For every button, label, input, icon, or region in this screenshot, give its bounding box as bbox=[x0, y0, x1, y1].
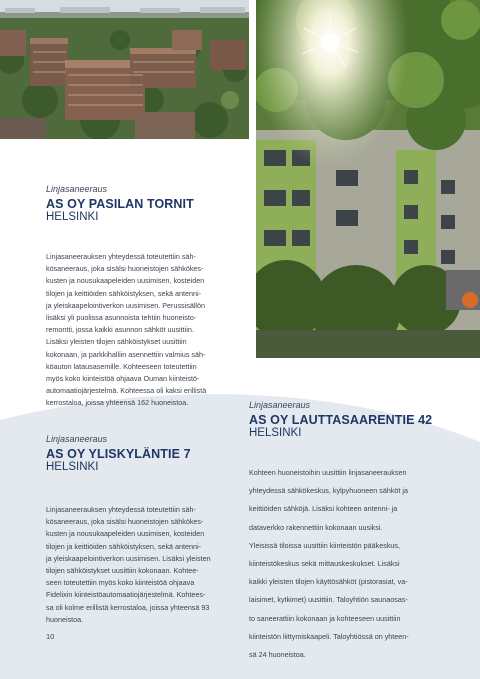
body-line: kerrostaloa, joissa yhteensä 162 huoneistoa. bbox=[46, 398, 189, 408]
body-line: tilojen ja keittiöiden sähköistyksen, sekä antenni- bbox=[46, 541, 202, 551]
body-paragraph bbox=[249, 467, 441, 534]
body-line: sa oli kolme erillistä kerrostaloa, joissa yhteensä 93 bbox=[46, 602, 210, 612]
body-line: Fidelixin kiinteistöautomaatiojärjestelmä. Kohtees- bbox=[46, 590, 206, 600]
body-line: keittiöiden sähköjä. Lisäksi kohteen antenni- ja bbox=[249, 504, 398, 514]
body-line: tilojen sähköistykset uusittiin kokonaan. Kohtee- bbox=[46, 566, 199, 576]
body-line: kaikki yleisten tilojen käyttösähköt (pistorasiat, va- bbox=[249, 577, 408, 587]
body-line: kokonaan, ja parkkihalliin asennettiin valmius säh- bbox=[46, 349, 206, 359]
body-line: lisäksi yli puolissa asunnoista tehtiin huoneisto- bbox=[46, 313, 197, 323]
article-body bbox=[46, 251, 246, 410]
article-lauttasaarentie bbox=[249, 399, 441, 661]
body-line: to saneerattiin kokonaan ja kohteeseen uusittiin bbox=[249, 613, 401, 623]
article-kicker: Linjasaneeraus bbox=[46, 184, 108, 194]
body-line: Yleisissä tiloissa uusittiin kiinteistön pääkeskus, bbox=[249, 540, 401, 550]
article-pasilan-tornit bbox=[46, 183, 246, 410]
article-city: HELSINKI bbox=[249, 427, 302, 439]
building-tree-photo bbox=[256, 0, 480, 358]
body-line: kösaneeraus, joka sisälsi huoneistojen sähkökes- bbox=[46, 264, 204, 274]
body-line: ja yleiskaapelointiverkon uusimisen. Lisäksi yleisten bbox=[46, 553, 211, 563]
body-line: ja yleiskaapelointiverkon uusimisen. Perussisällön bbox=[46, 300, 206, 310]
body-line: yhteydessä sähkökeskus, kylpyhuoneen sähköt ja bbox=[249, 486, 409, 496]
body-line: sä 24 huoneistoa. bbox=[249, 650, 306, 660]
article-city: HELSINKI bbox=[46, 461, 99, 473]
article-title: AS OY YLISKYLÄNTIE 7 bbox=[46, 447, 191, 461]
aerial-photo bbox=[0, 0, 249, 139]
body-line: kösaneeraus, joka sisälsi huoneistojen sähkökes- bbox=[46, 517, 204, 527]
article-kicker: Linjasaneeraus bbox=[46, 434, 108, 444]
body-line: laisimet, kytkimet) uusittiin. Taloyhtiön saunaosas- bbox=[249, 595, 408, 605]
body-line: myös koko kiinteistöä ohjaava Ouman kiinteistö- bbox=[46, 374, 200, 384]
body-line: Kohteen huoneistoihin uusittiin linjasaneerauksen bbox=[249, 468, 407, 477]
article-yliskylantie bbox=[46, 433, 246, 626]
body-line: Linjasaneerauksen yhteydessä toteutettiin säh- bbox=[46, 252, 196, 261]
body-line: kusten ja nousukaapeleiden uusimisen, kosteiden bbox=[46, 276, 205, 286]
body-line: Lisäksi yleisten tilojen sähköistykset uusittiin bbox=[46, 337, 187, 347]
body-line: automaatiojärjestelmä. Kohteessa oli kaksi erillistä bbox=[46, 386, 207, 396]
article-title: AS OY LAUTTASAARENTIE 42 bbox=[249, 413, 433, 427]
body-line: seen toteutettiin myös koko kiinteistöä ohjaava bbox=[46, 578, 195, 588]
body-paragraph bbox=[249, 540, 441, 661]
page-number: 10 bbox=[46, 632, 55, 641]
article-body bbox=[46, 504, 246, 626]
body-line: kusten ja nousukaapeleiden uusimisen, kosteiden bbox=[46, 529, 205, 539]
body-line: tilojen ja keittiöiden sähköistyksen, sekä antenni- bbox=[46, 288, 202, 298]
body-line: huoneistoa. bbox=[46, 614, 84, 624]
body-line: köauton latausasemille. Kohteeseen toteutettiin bbox=[46, 361, 197, 371]
body-line: remontti, jossa kaikki asunnon sähköt uusittiin. bbox=[46, 325, 194, 335]
body-line: dataverkko rakennettiin kokonaan uusiksi. bbox=[249, 522, 383, 532]
article-city: HELSINKI bbox=[46, 211, 99, 223]
body-line: Linjasaneerauksen yhteydessä toteutettiin säh- bbox=[46, 505, 196, 514]
article-kicker: Linjasaneeraus bbox=[249, 400, 311, 410]
article-body bbox=[249, 467, 441, 661]
body-line: kiinteistön liittymiskaapeli. Taloyhtiössä on yhteen- bbox=[249, 631, 409, 641]
article-title: AS OY PASILAN TORNIT bbox=[46, 197, 194, 211]
body-line: kiinteistökeskus sekä mittauskeskukset. Lisäksi bbox=[249, 559, 400, 569]
